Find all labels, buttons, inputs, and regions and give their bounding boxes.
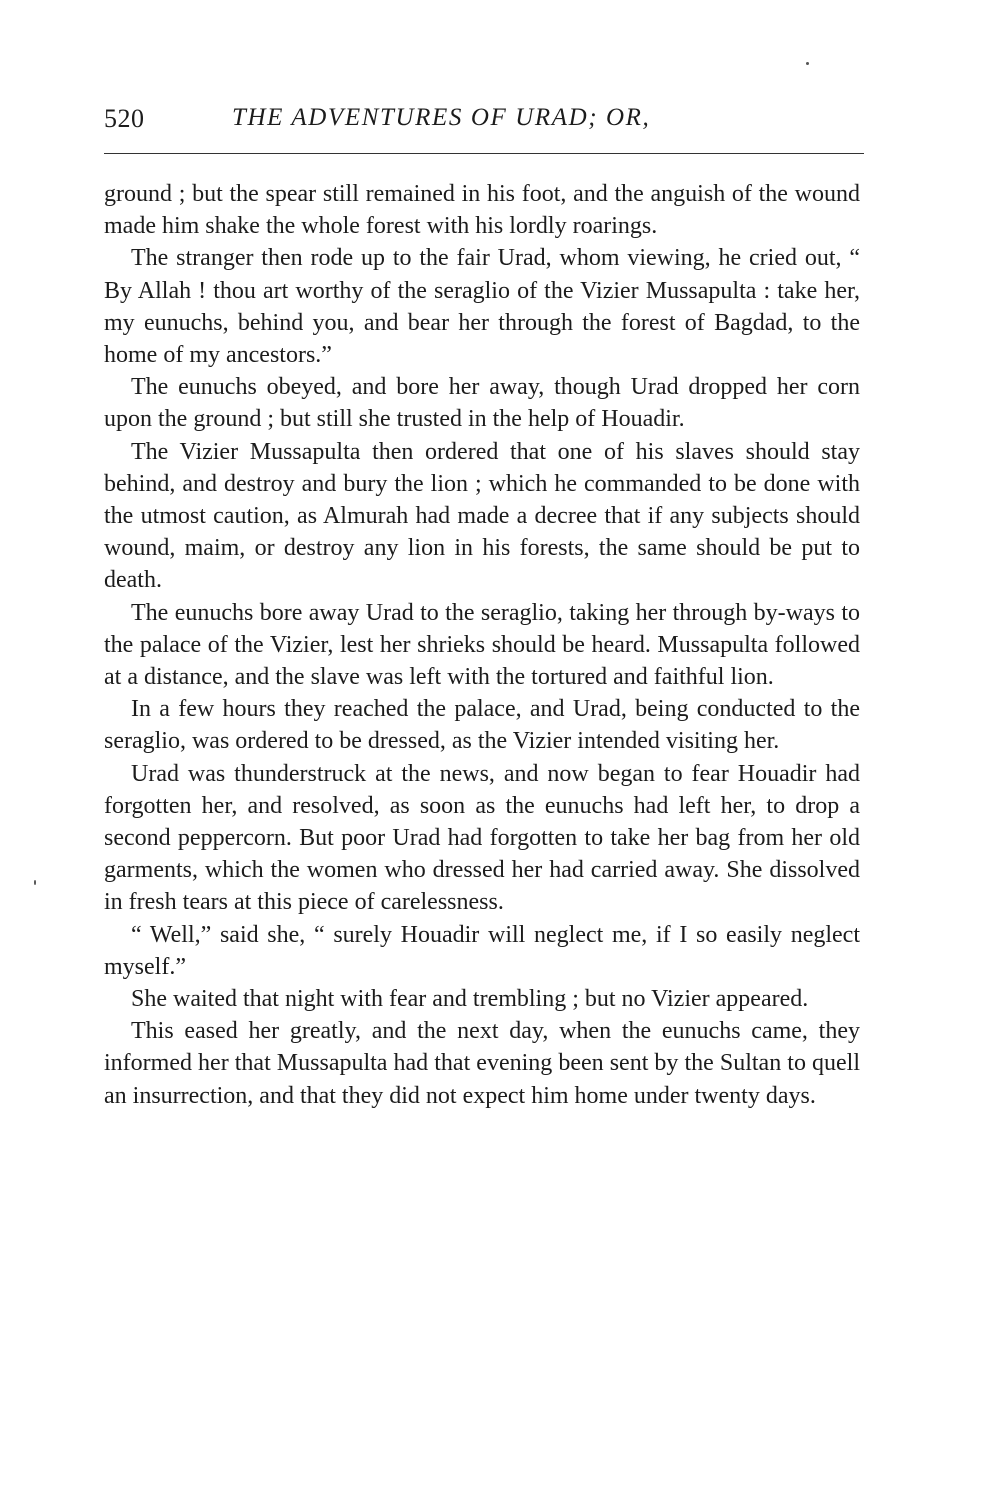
paragraph: The stranger then rode up to the fair Urad, whom viewing, he cried out, “ By Allah ! thou art worthy of the seraglio of the Vizier Mussapulta : take her, my eunuchs, behind you, and bear her through the forest of Bagdad, to the home of my ancestors.” <box>104 245 860 369</box>
running-head <box>104 104 864 144</box>
paragraph: She waited that night with fear and trembling ; but no Vizier appeared. <box>131 986 809 1013</box>
body-text <box>104 178 860 1112</box>
paragraph: Urad was thunderstruck at the news, and now began to fear Houadir had forgotten her, and resolved, as soon as the eunuchs had left her, to drop a second peppercorn. But poor Urad had forgotten to take her bag from her old garments, which the women who dressed her had carried away. She dissolved in fresh tears at this piece of carelessness. <box>104 760 860 916</box>
paragraph: This eased her greatly, and the next day, when the eunuchs came, they informed her that Mussapulta had that evening been sent by the Sultan to quell an insurrection, and that they did not expect him home under twenty days. <box>104 1018 860 1109</box>
paragraph: ground ; but the spear still remained in his foot, and the anguish of the wound made him shake the whole forest with his lordly roarings. <box>104 181 860 240</box>
paragraph: In a few hours they reached the palace, and Urad, being conducted to the seraglio, was ordered to be dressed, as the Vizier intended visiting her. <box>104 696 860 755</box>
paragraph: The Vizier Mussapulta then ordered that one of his slaves should stay behind, and destroy and bury the lion ; which he commanded to be done with the utmost caution, as Almurah had made a decree that if any subjects should wound, maim, or destroy any lion in his forests, the same should be put to death. <box>104 438 860 594</box>
page-number: 520 <box>104 104 145 133</box>
paper-speck <box>806 62 809 65</box>
paragraph: The eunuchs bore away Urad to the seraglio, taking her through by-ways to the palace of the Vizier, lest her shrieks should be heard. Mussapulta followed at a distance, and the slave was left with the tortured and faithful lion. <box>104 599 860 691</box>
running-title: THE ADVENTURES OF URAD; OR, <box>232 104 651 131</box>
paragraph: The eunuchs obeyed, and bore her away, though Urad dropped her corn upon the ground ; but still she trusted in the help of Houadir. <box>104 374 860 433</box>
paper-speck <box>34 880 36 885</box>
header-rule <box>104 153 864 154</box>
paragraph: “ Well,” said she, “ surely Houadir will neglect me, if I so easily neglect myself.” <box>104 921 860 980</box>
